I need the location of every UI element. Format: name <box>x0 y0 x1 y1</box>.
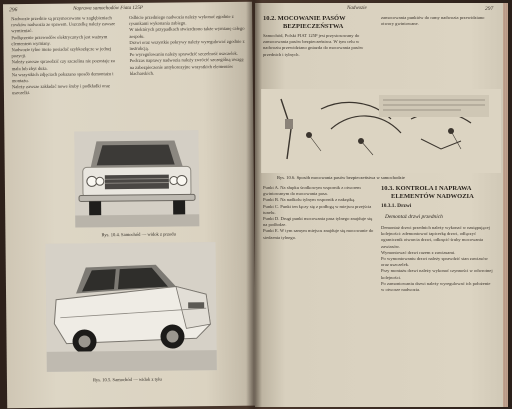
section-title-body-repair <box>381 185 499 200</box>
section-title-body-repair-line2: ELEMENTÓW NADWOZIA <box>391 192 474 200</box>
section-title-seatbelts <box>263 15 373 30</box>
section-title-seatbelts-line2: BEZPIECZEŃSTWA <box>283 22 344 30</box>
right-col-top-text: zamocowania punktów do ramy nadwozia przewidziano otwory gwintowane. <box>381 15 486 27</box>
page-number-right: 297 <box>485 6 494 12</box>
left-column-text: Nadwozie przednie są przymocowane w zagłębieniach rowków nadwozia ze spawem. Uszczelkę należy zawsze wymieniać. Podłączenie przewodów elektrycznych jest ważnym elementem wymiany. Nadwozie tylne może posiadać szybkozłącze w jednej pozycji. Należy zawsze sprawdzić czy szczelina nie pozostaje za mała lub zbyt duża. Na wszystkich zdjęciach pokazano sposób demontażu i montażu. Należy zawsze zakładać nowe śruby i podkładki oraz uszczelki. <box>11 15 117 96</box>
caption-side-photo: Rys. 10.5. Samochód — widok z tyłu <box>92 376 162 383</box>
subsection-front-door-removal: Demontaż drzwi przednich <box>385 214 443 220</box>
right-page <box>255 3 508 407</box>
seatbelt-mounting-diagram <box>261 89 501 173</box>
caption-seatbelt-diagram: Rys. 10.6. Sposób mocowania pasów bezpieczeństwa w samochodzie <box>277 175 405 180</box>
car-side-photo <box>46 242 217 372</box>
running-header-right: Nadwozie <box>347 6 367 11</box>
section-title-body-repair-line1: 10.3. KONTROLA I NAPRAWA <box>381 185 472 192</box>
subsection-doors: 10.3.1. Drzwi <box>381 203 412 209</box>
section-title-seatbelts-line1: 10.2. MOCOWANIE PASÓW <box>263 15 346 22</box>
seatbelt-points-text: Punkt A. Na słupku środkowym wspornik z otworem gwintowanym do mocowania pasa. Punkt B. Na nadkolu tylnym wspornik z nakrętką. Punkt C. Punkt ten łączy się z podłogą w miejscu przejścia tunelu. Punkt D. Drugi punkt mocowania pasa tylnego znajduje się na podłodze. Punkt E. W tym samym miejscu znajduje się mocowanie do siedzenia tylnego. <box>263 185 374 240</box>
car-front-photo <box>74 130 199 227</box>
caption-front-photo: Rys. 10.4. Samochód — widok z przodu <box>101 231 176 238</box>
page-number-left: 296 <box>9 7 18 14</box>
right-column-text: Odbicie przedniego nadwozia należy wykonać zgodnie z rysunkami wykonania zabiegu. W niektórych przypadkach stwierdzono także wymianę całego zespołu. Drzwi oraz wszystkie pokrywy należy wyregulować zgodnie z instrukcją. Po wyregulowaniu należy sprawdzić szczelność uszczelek. Podczas naprawy nadwozia należy zwrócić szczególną uwagę na zabezpieczenie antykorozyjne wszystkich elementów blacharskich. <box>129 13 245 76</box>
book-gutter-shadow <box>246 0 262 409</box>
page-edges <box>503 3 508 407</box>
left-page <box>3 2 256 409</box>
door-removal-text: Demontaż drzwi przednich należy wykonać w następującej kolejności: zdemontować tapicerkę drzwi, odłączyć ogranicznik otwarcia drzwi, odkręcić śruby mocowania zawiasów. Wymontować drzwi razem z zawiasami. Po wymontowaniu drzwi należy sprawdzić stan zawiasów oraz uszczelek. Przy montażu drzwi należy wykonać czynności w odwrotnej kolejności. Po zamontowaniu drzwi należy wyregulować ich położenie w otworze nadwozia. <box>381 225 493 293</box>
seatbelt-intro-text: Samochód, Polski FIAT 125P jest przystosowany do zamocowania pasów bezpieczeństwa. W tym celu w nadwoziu przewidziano gniazda do mocowania pasów przednich i tylnych. <box>263 33 365 57</box>
running-header-left: Naprawa samochodów Fiata 125P <box>73 5 143 12</box>
